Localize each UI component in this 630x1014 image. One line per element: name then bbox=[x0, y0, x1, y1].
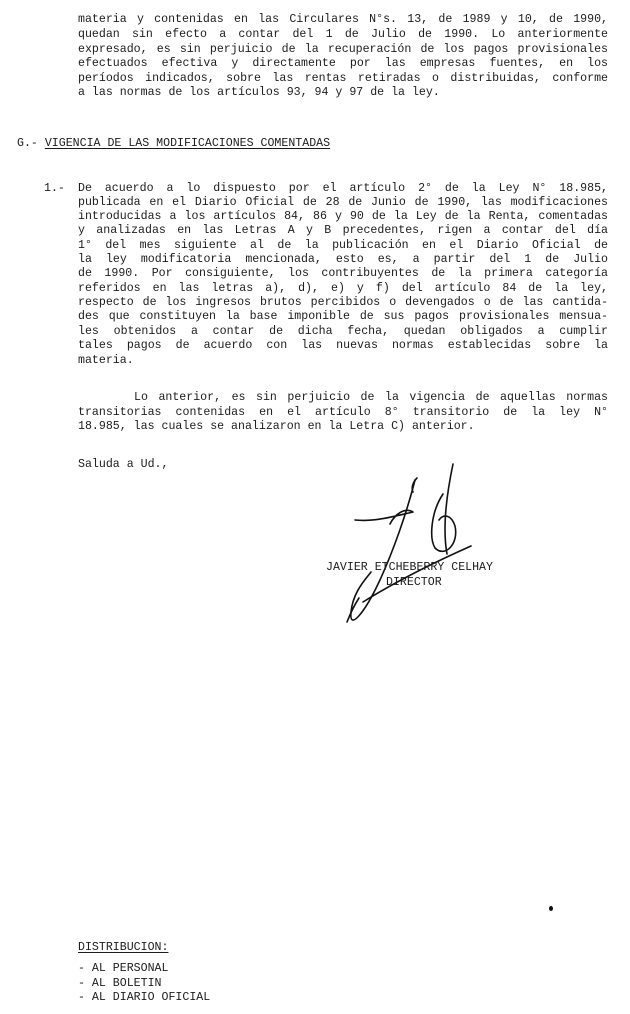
item-1-line: respecto de los ingresos brutos percibidos o devengados o de las cantida- bbox=[78, 296, 608, 309]
item-1-line: tales pagos de acuerdo con las nuevas normas establecidas sobre la bbox=[78, 339, 608, 352]
item-1-line: publicada en el Diario Oficial de 28 de Junio de 1990, las modificaciones bbox=[78, 196, 608, 209]
handwritten-signature bbox=[335, 462, 475, 632]
item-1-line: les obtenidos a contar de dicha fecha, quedan obligados a cumplir bbox=[78, 325, 608, 338]
item-1-line: 1° del mes siguiente al de la publicación en el Diario Oficial de bbox=[78, 239, 608, 252]
item-1-line: referidos en las letras a), d), e) y f) del artículo 84 de la ley, bbox=[78, 282, 608, 295]
distribution-item: - AL BOLETIN bbox=[78, 977, 162, 990]
item-1-line: y analizadas en las Letras A y B precedentes, rigen a contar del día bbox=[78, 224, 608, 237]
item-1-line: de 1990. Por consiguiente, los contribuyentes de la primera categoría bbox=[78, 267, 608, 280]
closing-salutation: Saluda a Ud., bbox=[78, 458, 169, 471]
signatory-name: JAVIER ETCHEBERRY CELHAY bbox=[326, 561, 493, 574]
intro-line: quedan sin efecto a contar del 1 de Julio de 1990. Lo anteriormente bbox=[78, 28, 608, 41]
distribution-item: - AL PERSONAL bbox=[78, 962, 169, 975]
item-1-line: des que constituyen la base imponible de sus pagos provisionales mensua- bbox=[78, 310, 608, 323]
paragraph-2-line: Lo anterior, es sin perjuicio de la vigencia de aquellas normas bbox=[134, 391, 608, 404]
intro-line: períodos indicados, sobre las rentas retiradas o distribuidas, conforme bbox=[78, 72, 608, 85]
section-g-title: VIGENCIA DE LAS MODIFICACIONES COMENTADAS bbox=[44, 137, 331, 150]
item-1-number: 1.- bbox=[44, 182, 65, 195]
item-1-line: la ley modificatoria mencionada, esto es, a partir del 1 de Julio bbox=[78, 253, 608, 266]
intro-line: efectuados efectiva y directamente por las empresas fuentes, en los bbox=[78, 57, 608, 70]
signatory-title: DIRECTOR bbox=[386, 576, 442, 589]
item-1-line: materia. bbox=[78, 354, 134, 367]
distribution-item: - AL DIARIO OFICIAL bbox=[78, 991, 211, 1004]
item-1-line: De acuerdo a lo dispuesto por el artículo 2° de la Ley N° 18.985, bbox=[78, 182, 608, 195]
intro-line: expresado, es sin perjuicio de la recuperación de los pagos provisionales bbox=[78, 43, 608, 56]
section-g-label: G.- bbox=[17, 137, 38, 150]
intro-line: materia y contenidas en las Circulares N°s. 13, de 1989 y 10, de 1990, bbox=[78, 13, 608, 26]
intro-line: a las normas de los artículos 93, 94 y 97 de la ley. bbox=[78, 86, 440, 99]
item-1-line: introducidas a los artículos 84, 86 y 90 de la Ley de la Renta, comentadas bbox=[78, 210, 608, 223]
distribution-heading: DISTRIBUCION: bbox=[78, 941, 169, 954]
section-g-heading bbox=[17, 137, 330, 151]
paragraph-2-line: transitorias contenidas en el artículo 8° transitorio de la ley N° bbox=[78, 406, 608, 419]
paragraph-2-line: 18.985, las cuales se analizaron en la Letra C) anterior. bbox=[78, 420, 475, 433]
ink-dot bbox=[549, 906, 553, 911]
